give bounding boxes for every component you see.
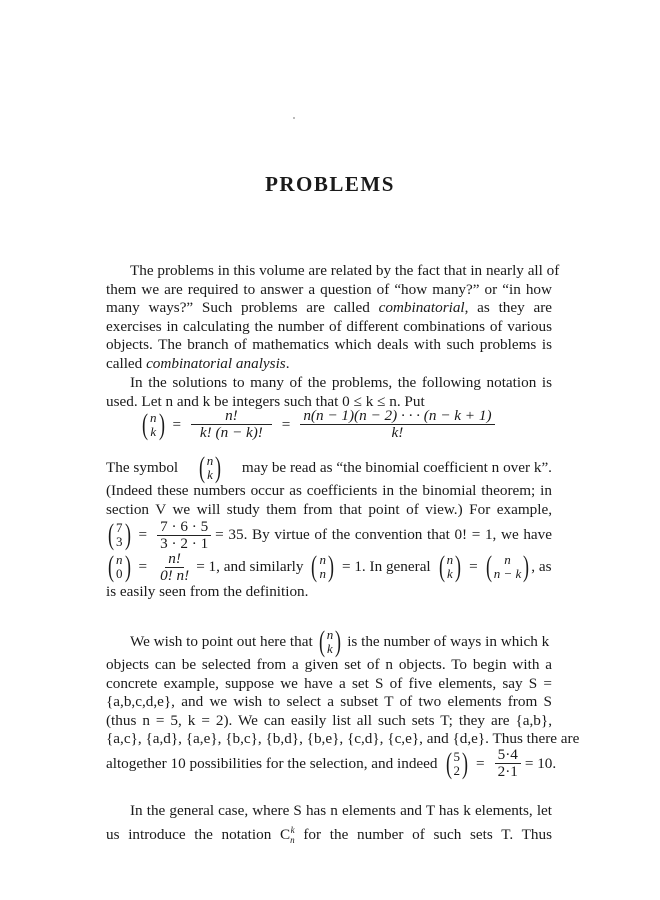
text-line: ( n 0 ) = $\frac{n!}{0! n!}$ = 1, and similarly ( n n ) = 1. In general ( n k ) = ( n n − k ) , as [108, 549, 552, 584]
paragraph-general-case [106, 802, 552, 849]
text-line: {a,b,c,d,e}, and we wish to select a subset T of two elements from S [106, 693, 552, 711]
text-line: {a,c}, {a,d}, {a,e}, {b,c}, {b,d}, {b,e}, {c,d}, {c,e}, and {d,e}. Thus there are [106, 730, 580, 748]
text-line: The symbol ( n k ) may be read as “the binomial coefficient n over k”. [106, 451, 552, 484]
paragraph-notation [106, 374, 552, 411]
text-line: section V we will study them from that point of view.) For example, [106, 500, 552, 518]
text-line: In the general case, where S has n elements and T has k elements, let [130, 802, 552, 819]
term-combinatorial-analysis: combinatorial analysis [146, 354, 286, 372]
text-line: The problems in this volume are related by the fact that in nearly all of [130, 262, 560, 279]
text-line: objects. The branch of mathematics which deals with such problems is [106, 336, 552, 354]
paragraph-symbol [106, 451, 552, 602]
binomial-symbol: ( n k ) [142, 407, 165, 441]
binomial-symbol: ( n k ) [198, 451, 222, 484]
fraction: $\frac{n!}{k! (n - k)!}$ [191, 408, 272, 441]
text-line: altogether 10 possibilities for the selection, and indeed ( 5 2 ) = $\frac{5\cdot 4}{2\cdot 1}$ = 10. [106, 746, 557, 781]
text-line: We wish to point out here that ( n k ) is the number of ways in which k [130, 625, 550, 658]
fraction: $\frac{n(n - 1)(n - 2) \cdot \cdot \cdot (n - k + 1)}{k!}$ [300, 408, 494, 441]
text-line: called combinatorial analysis. [106, 354, 290, 372]
text-line: used. Let n and k be integers such that 0 ≤ k ≤ n. Put [106, 392, 425, 410]
binomial-definition-formula: ( n k ) = $\frac{n!}{k! (n - k)!}$ = $\frac{n(n - 1)(n - 2) \cdot \cdot \cdot (n - k + 1)}{k!}$ [140, 408, 499, 441]
text-line: us introduce the notation $C_n^k$ for the number of such sets T. Thus [106, 824, 552, 845]
text-line: ( 7 3 ) = $\frac{7 \cdot 6 \cdot 5}{3 \cdot 2 \cdot 1}$ = 35. By virtue of the convention that 0! = 1, we have [108, 517, 552, 552]
text-line: (thus n = 5, k = 2). We can easily list all such sets T; they are {a,b}, [106, 711, 552, 729]
paragraph-example [106, 625, 580, 781]
text-line: In the solutions to many of the problems, the following notation is [130, 374, 552, 391]
scan-speck [293, 117, 295, 119]
text-line: (Indeed these numbers occur as coefficients in the binomial theorem; in [106, 482, 552, 499]
text-line: is easily seen from the definition. [106, 583, 309, 601]
text-line: exercises in calculating the number of different combinations of various [106, 317, 552, 335]
text-line: them we are required to answer a question of “how many?” or “in how [106, 280, 552, 298]
term-combinatorial: combinatorial [378, 299, 465, 317]
text-line: objects can be selected from a given set of n objects. To begin with a [106, 656, 552, 673]
paragraph-intro [106, 262, 560, 374]
text-line: concrete example, suppose we have a set S of five elements, say S = [106, 674, 552, 692]
page-title: PROBLEMS [265, 172, 395, 196]
text-line: many ways?” Such problems are called combinatorial, as they are [106, 299, 552, 317]
